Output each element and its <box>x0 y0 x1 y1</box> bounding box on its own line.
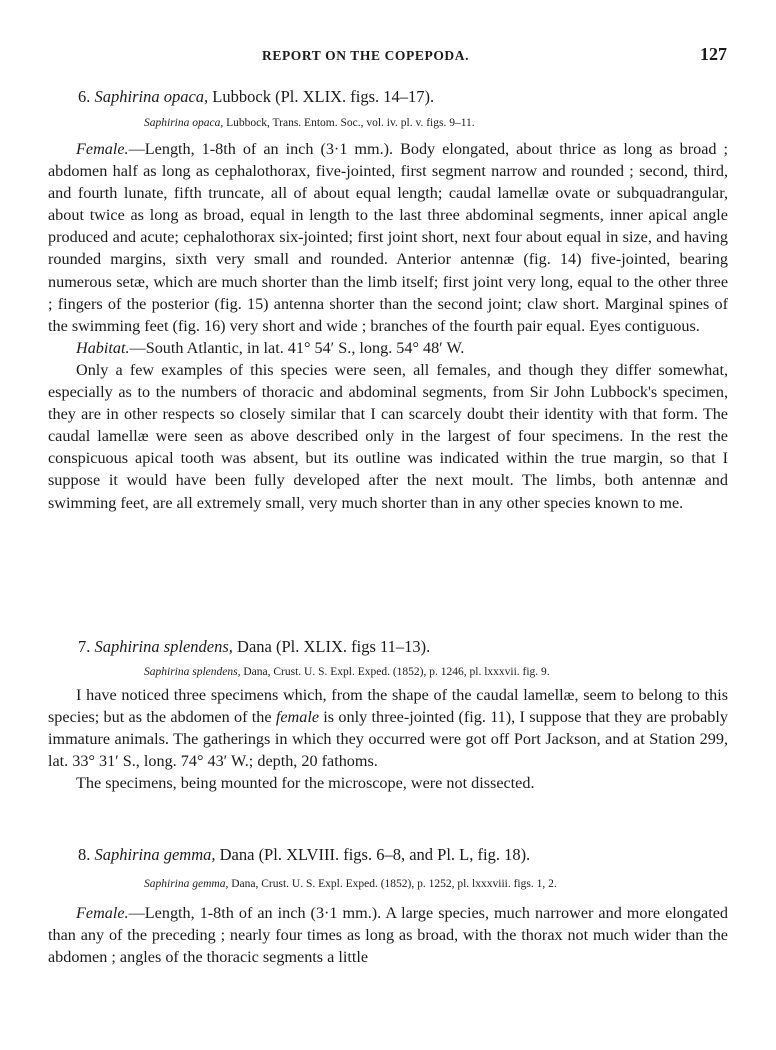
female-text: —Length, 1-8th of an inch (3·1 mm.). A large species, much narrower and more elongated than any of the preceding ; nearly four times as long as broad, with the thorax not much wider than the abdomen ; angles of the thoracic segments a little <box>48 904 728 967</box>
female-label: Female. <box>76 904 129 922</box>
habitat-label: Habitat. <box>76 338 130 357</box>
species-name: Saphirina gemma, <box>94 845 216 864</box>
dissection-paragraph: The specimens, being mounted for the microscope, were not dissected. <box>76 774 535 793</box>
citation-name: Saphirina splendens, <box>144 666 241 678</box>
running-title: REPORT ON THE COPEPODA. <box>262 48 470 63</box>
species-7-description <box>48 684 728 794</box>
heading-number: 6. <box>78 87 91 106</box>
habitat-paragraph <box>48 337 728 359</box>
remarks-paragraph: Only a few examples of this species were seen, all females, and though they differ somewhat, especially as to the numbers of thoracic and abdominal segments, from Sir John Lubbock's specimen, they are in other respects so closely similar that I can scarcely doubt their identity with that form. The caudal lamellæ were seen as above described only in the largest of four specimens. In the rest the conspicuous apical tooth was absent, but its outline was indicated within the true margin, so that I suppose it would have been fully developed after the next moult. The limbs, both antennæ and swimming feet, are all extremely small, very much shorter than in any other species known to me. <box>48 360 728 512</box>
species-8-citation <box>48 876 728 892</box>
habitat-text: —South Atlantic, in lat. 41° 54′ S., long. 54° 48′ W. <box>129 338 465 357</box>
citation-name: Saphirina gemma, <box>144 878 229 890</box>
notice-text-b: is only three-jointed (fig. 11), I suppose that they are probably immature animals. The gatherings in which they occurred were got off Port Jackson, and at Station 299, lat. 33° 31′ S., long. 74° 43′ W.; depth, 20 fathoms. <box>48 708 728 771</box>
female-paragraph <box>48 138 728 337</box>
citation-rest: Dana, Crust. U. S. Expl. Exped. (1852), p. 1252, pl. lxxxviii. figs. 1, 2. <box>228 878 557 890</box>
notice-paragraph <box>48 684 728 772</box>
female-word: female <box>275 708 320 727</box>
female-paragraph <box>48 902 728 968</box>
heading-rest: Dana (Pl. XLVIII. figs. 6–8, and Pl. L, fig. 18). <box>215 845 531 864</box>
citation-rest: Dana, Crust. U. S. Expl. Exped. (1852), p. 1246, pl. lxxxvii. fig. 9. <box>240 666 550 678</box>
female-label: Female. <box>76 140 129 158</box>
heading-rest: Dana (Pl. XLIX. figs 11–13). <box>232 637 431 656</box>
species-7-citation <box>48 664 728 680</box>
heading-number: 8. <box>78 845 91 864</box>
species-6-description <box>48 138 728 514</box>
species-7-heading <box>48 636 728 658</box>
species-6-heading <box>48 86 728 108</box>
citation-rest: Lubbock, Trans. Entom. Soc., vol. iv. pl. v. figs. 9–11. <box>223 117 475 129</box>
species-name: Saphirina splendens, <box>94 637 233 656</box>
notice-text-a: I have noticed three specimens which, from the shape of the caudal lamellæ, seem to belong to this species; but as the abdomen of the <box>48 686 728 727</box>
species-8-heading <box>48 844 728 866</box>
female-text: —Length, 1-8th of an inch (3·1 mm.). Body elongated, about thrice as long as broad ; abdomen half as long as cephalothorax, five-jointed, first segment narrow and rounded ; second, third, and fourth lunate, fifth truncate, all of about equal length; caudal lamellæ ovate or subquadrangular, about twice as long as broad, equal in length to the last three abdominal segments, inner apical angle produced and acute; cephalothorax six-jointed; first joint short, next four about equal in size, and having rounded margins, sixth very small and rounded. Anterior antennæ (fig. 14) five-jointed, bearing numerous setæ, which are much shorter than the limb itself; first joint very long, equal to the other three ; fingers of the posterior (fig. 15) antenna shorter than the second joint; claw short. Marginal spines of the swimming feet (fig. 16) very short and wide ; branches of the fourth pair equal. Eyes contiguous. <box>48 140 728 335</box>
species-8-description <box>48 902 728 968</box>
page-number: 127 <box>700 44 727 64</box>
citation-name: Saphirina opaca, <box>144 117 224 129</box>
species-6-citation <box>48 115 728 131</box>
species-name: Saphirina opaca, <box>94 87 209 106</box>
heading-number: 7. <box>78 637 91 656</box>
heading-rest: Lubbock (Pl. XLIX. figs. 14–17). <box>208 87 435 106</box>
page-header <box>0 44 776 72</box>
